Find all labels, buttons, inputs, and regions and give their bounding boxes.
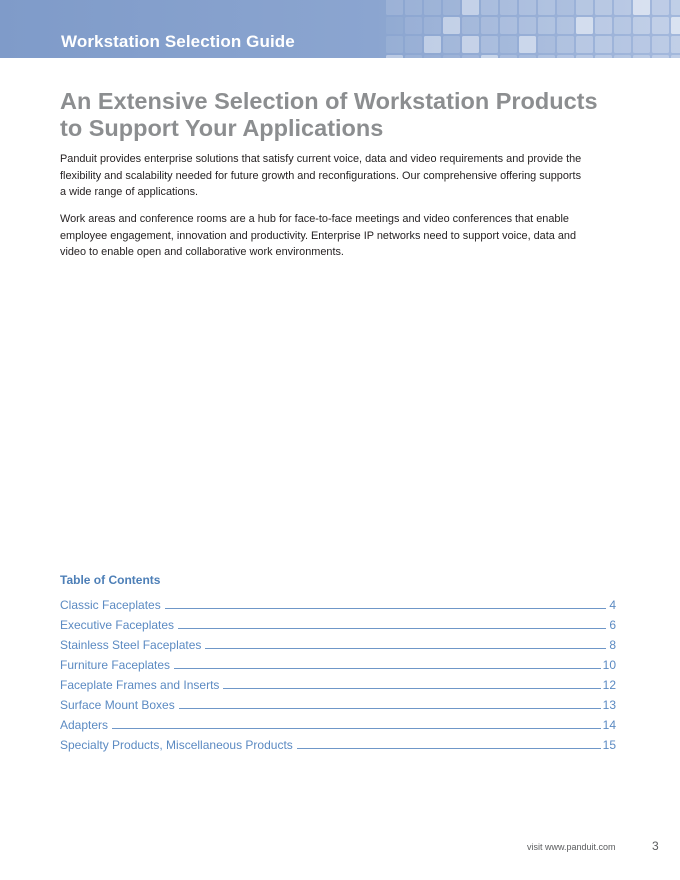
toc-leader-line [174, 668, 601, 669]
banner-tile [462, 0, 479, 15]
banner-tile [443, 17, 460, 34]
banner-tile [424, 36, 441, 53]
toc-entry-label: Furniture Faceplates [60, 658, 171, 672]
banner-tile [443, 0, 460, 15]
banner-tile [424, 55, 441, 58]
banner-tile [633, 36, 650, 53]
toc-entry[interactable] [60, 632, 616, 652]
banner-tile [519, 55, 536, 58]
banner-tile [424, 0, 441, 15]
banner-tile [595, 36, 612, 53]
banner-tile [557, 0, 574, 15]
toc-leader-line [297, 748, 601, 749]
toc-entry-label: Classic Faceplates [60, 598, 161, 612]
toc-leader-line [178, 628, 606, 629]
banner-tile [500, 17, 517, 34]
banner-tile [652, 55, 669, 58]
banner-tile [652, 17, 669, 34]
banner-tile [519, 17, 536, 34]
toc-entry[interactable] [60, 592, 616, 612]
banner-tile [386, 0, 403, 15]
banner-tile [462, 55, 479, 58]
toc-entry[interactable] [60, 692, 616, 712]
banner-tile [405, 36, 422, 53]
headline-line-1: An Extensive Selection of Workstation Products [60, 88, 598, 114]
toc-entry-label: Surface Mount Boxes [60, 698, 175, 712]
toc-entry-label: Stainless Steel Faceplates [60, 638, 202, 652]
banner-tile [557, 17, 574, 34]
toc-entry[interactable] [60, 612, 616, 632]
banner-tile [481, 36, 498, 53]
banner-tile [538, 36, 555, 53]
toc-leader-line [165, 608, 606, 609]
banner-tile [386, 55, 403, 58]
toc-leader-line [223, 688, 600, 689]
toc-entry-page: 12 [602, 678, 616, 692]
banner-tile [576, 17, 593, 34]
banner-tile [519, 0, 536, 15]
banner-tile [443, 36, 460, 53]
toc-title: Table of Contents [60, 573, 161, 587]
banner-tile [500, 55, 517, 58]
page-headline [60, 88, 620, 142]
toc-entry-page: 14 [602, 718, 616, 732]
banner-tile [462, 17, 479, 34]
banner-tile [652, 36, 669, 53]
banner-tile [595, 55, 612, 58]
toc-entry[interactable] [60, 652, 616, 672]
banner-tile [500, 0, 517, 15]
banner-tile [557, 36, 574, 53]
toc-entry-page: 13 [602, 698, 616, 712]
page-number: 3 [652, 839, 659, 853]
intro-paragraph-2: Work areas and conference rooms are a hub for face-to-face meetings and video conferences that enable employee engagement, innovation and productivity. Enterprise IP networks need to support voice, data and video to enable open and collaborative work environments. [60, 213, 577, 258]
toc-entry-page: 4 [609, 598, 616, 612]
header-banner [0, 0, 680, 58]
banner-tile [424, 17, 441, 34]
banner-tile [557, 55, 574, 58]
toc-entry-page: 6 [609, 618, 616, 632]
banner-tile [671, 17, 680, 34]
banner-tile [633, 0, 650, 15]
toc-entry-page: 10 [602, 658, 616, 672]
toc-entry-page: 15 [602, 738, 616, 752]
footer-url[interactable]: visit www.panduit.com [527, 842, 616, 852]
banner-tile [500, 36, 517, 53]
headline-line-2: to Support Your Applications [60, 115, 384, 141]
banner-tile [633, 55, 650, 58]
banner-tile [576, 36, 593, 53]
banner-tile [481, 0, 498, 15]
toc-leader-line [179, 708, 601, 709]
banner-tile [386, 36, 403, 53]
banner-tile [652, 0, 669, 15]
intro-paragraph-1: Panduit provides enterprise solutions that satisfy current voice, data and video requirements and provide the flexibility and scalability needed for future growth and reconfigurations. Our comprehensive offering supports a wide range of applications. [60, 153, 582, 198]
toc-entry-label: Adapters [60, 718, 109, 732]
banner-tile [462, 36, 479, 53]
toc-entry[interactable] [60, 732, 616, 752]
banner-tile [443, 55, 460, 58]
banner-tile [633, 17, 650, 34]
banner-tile [405, 0, 422, 15]
banner-tile [576, 0, 593, 15]
banner-tile [614, 17, 631, 34]
toc-entry-label: Executive Faceplates [60, 618, 175, 632]
toc-entry[interactable] [60, 672, 616, 692]
banner-tile [519, 36, 536, 53]
header-title: Workstation Selection Guide [61, 32, 295, 51]
banner-tile [481, 17, 498, 34]
banner-tile [614, 36, 631, 53]
banner-tile [671, 55, 680, 58]
toc-leader-line [112, 728, 601, 729]
banner-tile [671, 36, 680, 53]
banner-tile [595, 0, 612, 15]
toc-entry[interactable] [60, 712, 616, 732]
banner-tile [538, 55, 555, 58]
banner-tile [576, 55, 593, 58]
banner-tile [538, 17, 555, 34]
banner-tile [595, 17, 612, 34]
toc-leader-line [205, 648, 606, 649]
banner-tile [538, 0, 555, 15]
banner-tile [614, 0, 631, 15]
banner-tile [481, 55, 498, 58]
banner-tile [614, 55, 631, 58]
banner-tile [386, 17, 403, 34]
toc-entry-label: Faceplate Frames and Inserts [60, 678, 220, 692]
banner-tile [405, 17, 422, 34]
banner-tile [405, 55, 422, 58]
toc-entry-page: 8 [609, 638, 616, 652]
table-of-contents [60, 592, 616, 752]
toc-entry-label: Specialty Products, Miscellaneous Products [60, 738, 293, 752]
banner-tile [671, 0, 680, 15]
